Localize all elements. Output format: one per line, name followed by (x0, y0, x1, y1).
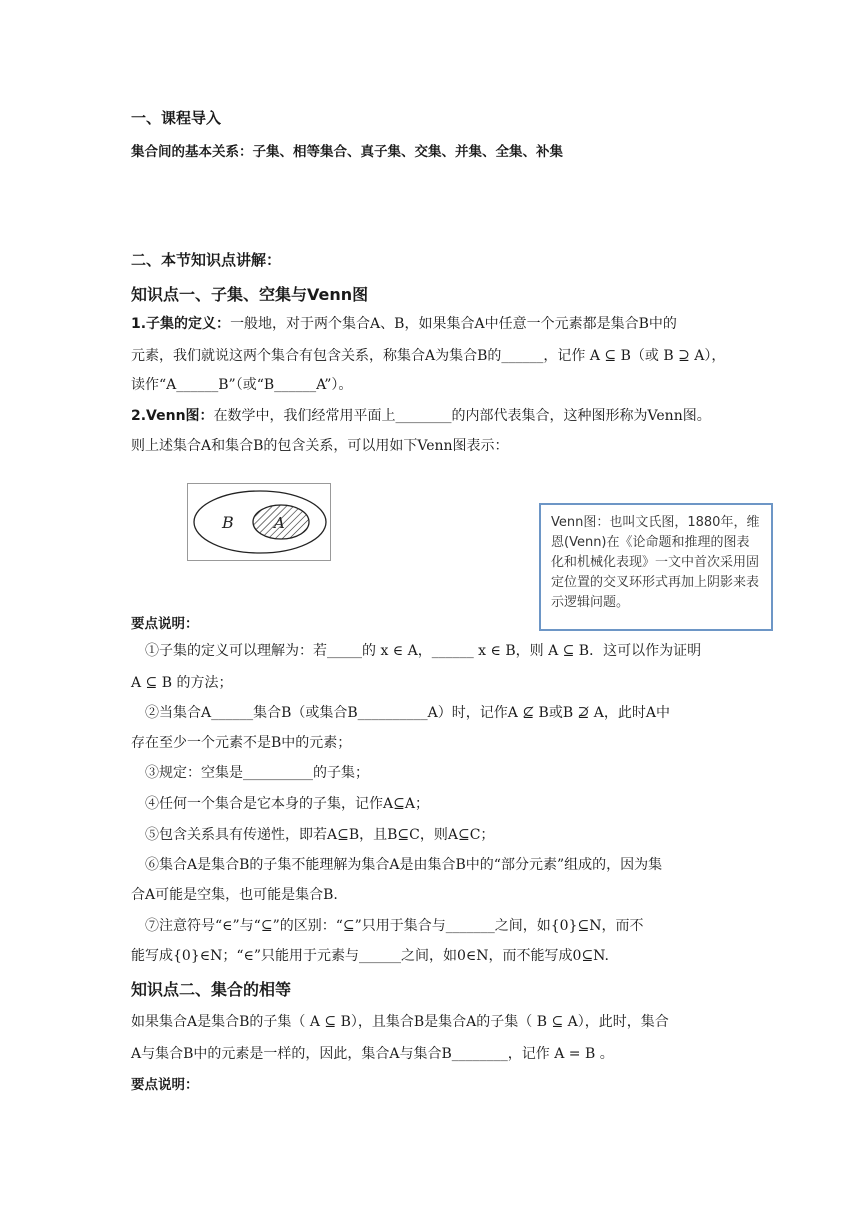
venn-def-line2: 则上述集合A和集合B的包含关系，可以用如下Venn图表示： (131, 438, 509, 454)
section2-heading: 二、本节知识点讲解： (131, 251, 282, 269)
point-3: ③规定：空集是__________的子集； (145, 765, 369, 781)
equal-def-line1: 如果集合A是集合B的子集（ A ⊆ B），且集合B是集合A的子集（ B ⊆ A），此时，集合 (131, 1014, 669, 1030)
subset-def-text1: 一般地，对于两个集合A、B，如果集合A中任意一个元素都是集合B中的 (230, 316, 677, 332)
equal-def-line2: A与集合B中的元素是一样的，因此，集合A与集合B________，记作 A = B 。 (131, 1046, 614, 1062)
venn-diagram-svg (188, 484, 330, 560)
point-5: ⑤包含关系具有传递性，即若A⊆B，且B⊆C，则A⊆C； (145, 827, 495, 843)
venn-diagram (187, 483, 331, 561)
kp1-title: 知识点一、子集、空集与Venn图 (131, 285, 369, 304)
point-6-line1: ⑥集合A是集合B的子集不能理解为集合A是由集合B中的“部分元素”组成的，因为集 (145, 857, 663, 873)
key-points-title-2: 要点说明： (131, 1077, 199, 1093)
set-a-label: A (274, 514, 285, 532)
subset-def-line1 (131, 314, 677, 334)
point-7-line2: 能写成{0}∈N；“∈”只能用于元素与______之间，如0∈N，而不能写成0⊆N. (131, 948, 609, 964)
point-1-line1: ①子集的定义可以理解为：若_____的 x ∈ A，______ x ∈ B，则 A ⊆ B．这可以作为证明 (145, 643, 702, 659)
point-2-line1: ②当集合A______集合B（或集合B__________A）时，记作A ⊈ B或B ⊉ A，此时A中 (145, 705, 670, 721)
venn-def-label: 2.Venn图： (131, 408, 214, 424)
kp2-title: 知识点二、集合的相等 (131, 980, 292, 999)
subset-def-line2: 元素，我们就说这两个集合有包含关系，称集合A为集合B的______，记作 A ⊆ B（或 B ⊇ A）， (131, 348, 726, 364)
point-2-line2: 存在至少一个元素不是B中的元素； (131, 735, 352, 751)
venn-history-note: Venn图：也叫文氏图，1880年，维恩(Venn)在《论命题和推理的图表化和机械化表现》一文中首次采用固定位置的交叉环形式再加上阴影来表示逻辑问题。 (539, 503, 773, 631)
venn-def-line1 (131, 406, 711, 426)
section1-heading: 一、课程导入 (131, 109, 222, 127)
subset-def-label: 1.子集的定义： (131, 316, 231, 332)
point-4: ④任何一个集合是它本身的子集，记作A⊆A； (145, 796, 429, 812)
set-b-label: B (222, 513, 234, 532)
set-relations-line: 集合间的基本关系：子集、相等集合、真子集、交集、并集、全集、补集 (131, 144, 563, 160)
venn-def-text1: 在数学中，我们经常用平面上________的内部代表集合，这种图形称为Venn图。 (213, 408, 711, 424)
point-6-line2: 合A可能是空集，也可能是集合B. (131, 887, 338, 903)
point-7-line1: ⑦注意符号“∈”与“⊆”的区别：“⊆”只用于集合与_______之间，如{0}⊆N，而不 (145, 918, 644, 934)
subset-def-line3: 读作“A______B”（或“B______A”）。 (131, 377, 353, 393)
point-1-line2: A ⊆ B 的方法； (131, 675, 233, 691)
key-points-title: 要点说明： (131, 616, 199, 632)
